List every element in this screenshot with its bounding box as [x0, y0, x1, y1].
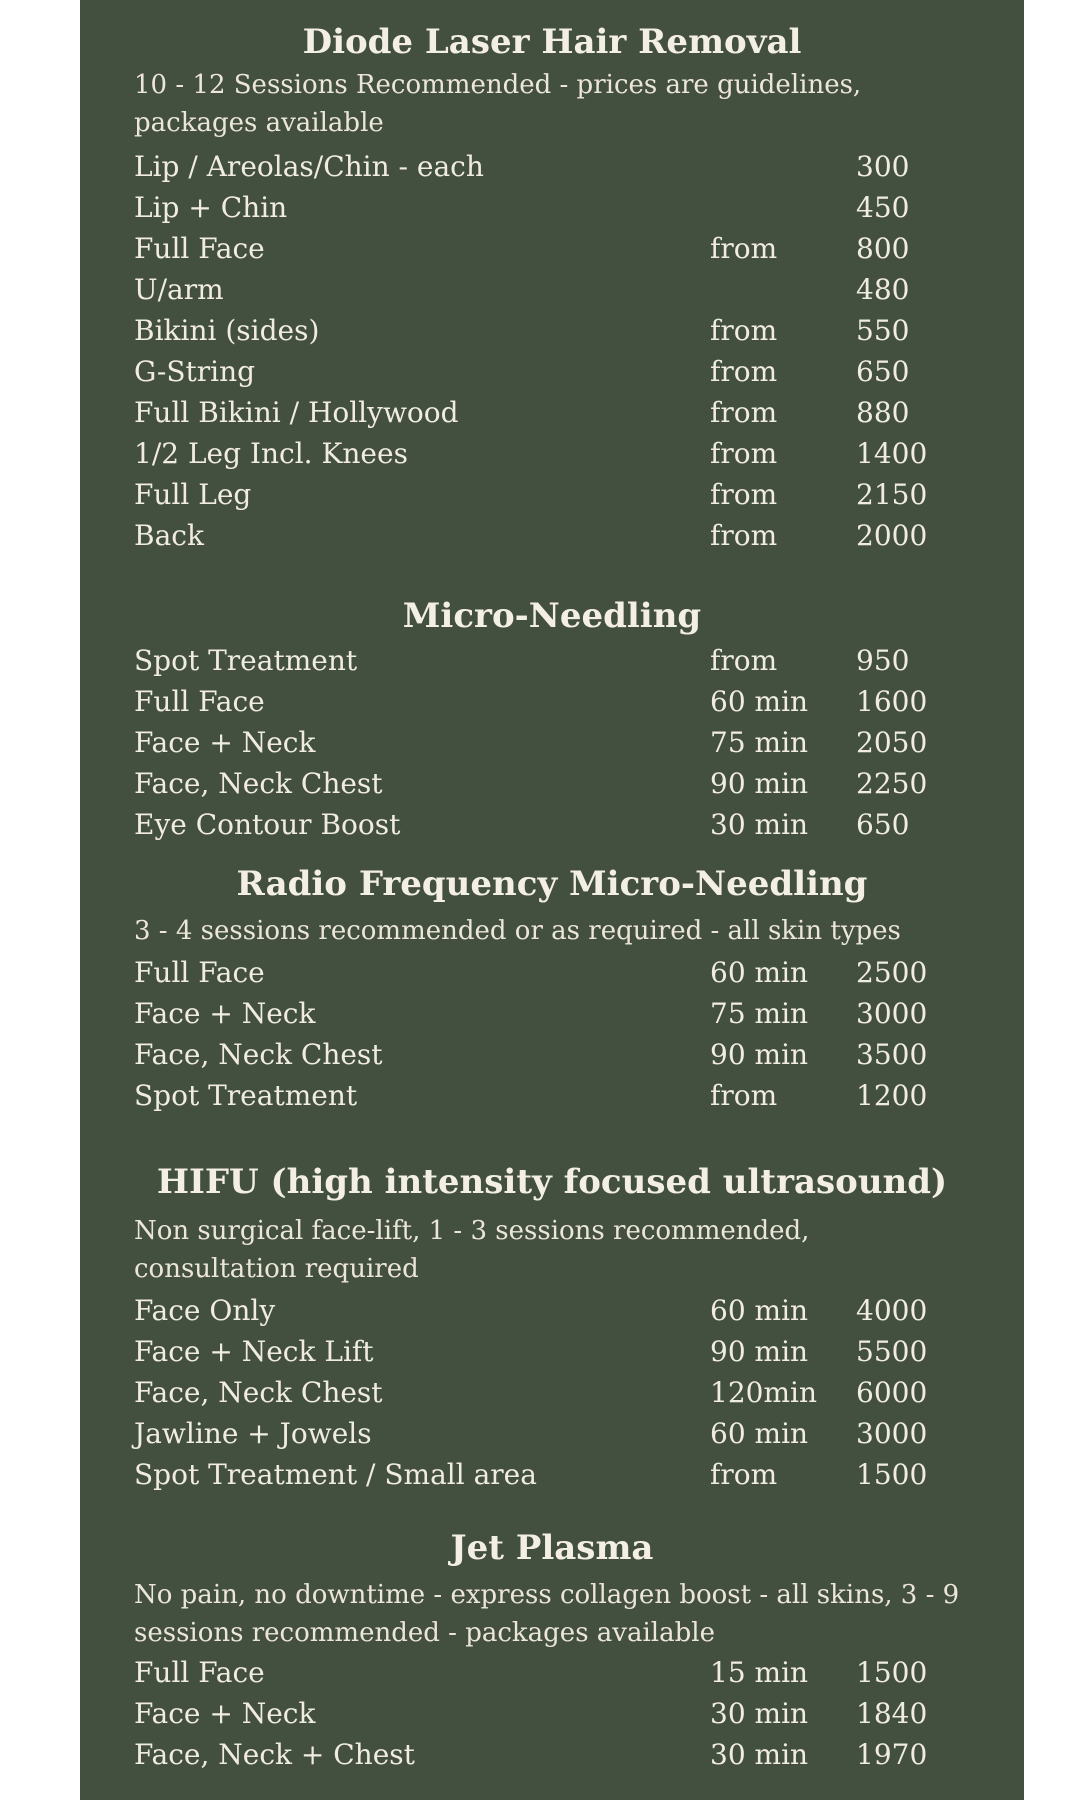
- service-price: 1600: [856, 685, 928, 718]
- service-price: 4000: [856, 1294, 928, 1327]
- service-name: Face + Neck: [134, 1697, 316, 1730]
- price-row: [80, 1372, 1024, 1413]
- service-price: 1970: [856, 1738, 928, 1771]
- service-price: 450: [856, 191, 910, 224]
- service-name: Face + Neck: [134, 997, 316, 1030]
- price-row: [80, 640, 1024, 681]
- price-row: [80, 804, 1024, 845]
- price-row: [80, 763, 1024, 804]
- service-duration: from: [710, 478, 778, 511]
- service-name: Lip + Chin: [134, 191, 288, 224]
- price-row: [80, 351, 1024, 392]
- service-price: 800: [856, 232, 910, 265]
- price-row: [80, 1693, 1024, 1734]
- service-price: 3500: [856, 1038, 928, 1071]
- service-duration: 90 min: [710, 767, 809, 800]
- service-price: 1200: [856, 1079, 928, 1112]
- service-duration: from: [710, 232, 778, 265]
- service-price: 650: [856, 355, 910, 388]
- section-rf-micro-needling: [80, 862, 1024, 1116]
- service-duration: 90 min: [710, 1335, 809, 1368]
- service-duration: from: [710, 437, 778, 470]
- price-row: [80, 269, 1024, 310]
- service-duration: 60 min: [710, 1294, 809, 1327]
- service-name: Face, Neck Chest: [134, 767, 383, 800]
- service-duration: from: [710, 396, 778, 429]
- section-note: No pain, no downtime - express collagen boost - all skins, 3 - 9 sessions recommended - packages available: [134, 1580, 960, 1648]
- service-name: Face, Neck + Chest: [134, 1738, 415, 1771]
- service-name: Full Face: [134, 1656, 265, 1689]
- price-list-panel: [80, 0, 1024, 1800]
- section-diode-laser: [80, 20, 1024, 556]
- price-row: [80, 1454, 1024, 1495]
- service-price: 2050: [856, 726, 928, 759]
- service-price: 1500: [856, 1458, 928, 1491]
- service-price: 480: [856, 273, 910, 306]
- service-name: Face + Neck Lift: [134, 1335, 374, 1368]
- price-row: [80, 515, 1024, 556]
- section-title: Radio Frequency Micro-Needling: [236, 864, 868, 904]
- service-name: Full Face: [134, 956, 265, 989]
- price-row: [80, 310, 1024, 351]
- service-duration: 60 min: [710, 1417, 809, 1450]
- service-name: Face + Neck: [134, 726, 316, 759]
- service-name: Lip / Areolas/Chin - each: [134, 150, 484, 183]
- price-row: [80, 1034, 1024, 1075]
- service-duration: 60 min: [710, 956, 809, 989]
- price-row: [80, 1075, 1024, 1116]
- service-name: Face, Neck Chest: [134, 1038, 383, 1071]
- service-price: 550: [856, 314, 910, 347]
- service-price: 950: [856, 644, 910, 677]
- service-price: 1840: [856, 1697, 928, 1730]
- service-price: 2150: [856, 478, 928, 511]
- price-row: [80, 681, 1024, 722]
- service-price: 880: [856, 396, 910, 429]
- price-row: [80, 993, 1024, 1034]
- service-name: Jawline + Jowels: [134, 1417, 372, 1450]
- service-name: 1/2 Leg Incl. Knees: [134, 437, 408, 470]
- section-jet-plasma: [80, 1526, 1024, 1775]
- section-title: Diode Laser Hair Removal: [302, 22, 802, 62]
- service-price: 2500: [856, 956, 928, 989]
- service-price: 300: [856, 150, 910, 183]
- service-duration: from: [710, 355, 778, 388]
- service-name: Eye Contour Boost: [134, 808, 401, 841]
- service-duration: 120min: [710, 1376, 817, 1409]
- section-note: 3 - 4 sessions recommended or as required - all skin types: [134, 916, 901, 946]
- service-price: 2250: [856, 767, 928, 800]
- service-duration: from: [710, 314, 778, 347]
- price-row: [80, 228, 1024, 269]
- price-row: [80, 1652, 1024, 1693]
- service-duration: 30 min: [710, 1738, 809, 1771]
- service-price: 1400: [856, 437, 928, 470]
- service-name: Spot Treatment: [134, 644, 358, 677]
- section-title: Jet Plasma: [450, 1528, 654, 1568]
- section-note: 10 - 12 Sessions Recommended - prices are guidelines, packages available: [134, 70, 862, 138]
- service-duration: 30 min: [710, 808, 809, 841]
- service-name: Spot Treatment / Small area: [134, 1458, 537, 1491]
- service-name: Full Face: [134, 232, 265, 265]
- price-row: [80, 433, 1024, 474]
- service-price: 6000: [856, 1376, 928, 1409]
- service-duration: 30 min: [710, 1697, 809, 1730]
- service-duration: 75 min: [710, 726, 809, 759]
- service-duration: 15 min: [710, 1656, 809, 1689]
- price-row: [80, 474, 1024, 515]
- section-note: Non surgical face-lift, 1 - 3 sessions recommended, consultation required: [134, 1216, 810, 1284]
- service-name: Back: [134, 519, 204, 552]
- price-row: [80, 146, 1024, 187]
- service-name: Full Bikini / Hollywood: [134, 396, 459, 429]
- service-name: Face, Neck Chest: [134, 1376, 383, 1409]
- price-row: [80, 1734, 1024, 1775]
- service-duration: 90 min: [710, 1038, 809, 1071]
- service-price: 3000: [856, 1417, 928, 1450]
- price-row: [80, 187, 1024, 228]
- service-name: Full Leg: [134, 478, 252, 511]
- service-duration: from: [710, 519, 778, 552]
- price-row: [80, 1413, 1024, 1454]
- service-price: 3000: [856, 997, 928, 1030]
- price-row: [80, 722, 1024, 763]
- price-row: [80, 952, 1024, 993]
- service-price: 5500: [856, 1335, 928, 1368]
- service-duration: from: [710, 644, 778, 677]
- section-micro-needling: [80, 594, 1024, 845]
- service-name: Face Only: [134, 1294, 276, 1327]
- service-duration: from: [710, 1079, 778, 1112]
- section-title: Micro-Needling: [402, 596, 702, 636]
- section-title: HIFU (high intensity focused ultrasound): [156, 1162, 948, 1202]
- price-row: [80, 1290, 1024, 1331]
- section-hifu: [80, 1160, 1024, 1495]
- service-price: 650: [856, 808, 910, 841]
- service-duration: 60 min: [710, 685, 809, 718]
- service-price: 1500: [856, 1656, 928, 1689]
- service-name: Spot Treatment: [134, 1079, 358, 1112]
- service-name: G-String: [134, 355, 256, 388]
- service-name: Bikini (sides): [134, 314, 320, 347]
- service-name: U/arm: [134, 273, 224, 306]
- service-price: 2000: [856, 519, 928, 552]
- price-row: [80, 392, 1024, 433]
- service-duration: from: [710, 1458, 778, 1491]
- service-name: Full Face: [134, 685, 265, 718]
- price-row: [80, 1331, 1024, 1372]
- service-duration: 75 min: [710, 997, 809, 1030]
